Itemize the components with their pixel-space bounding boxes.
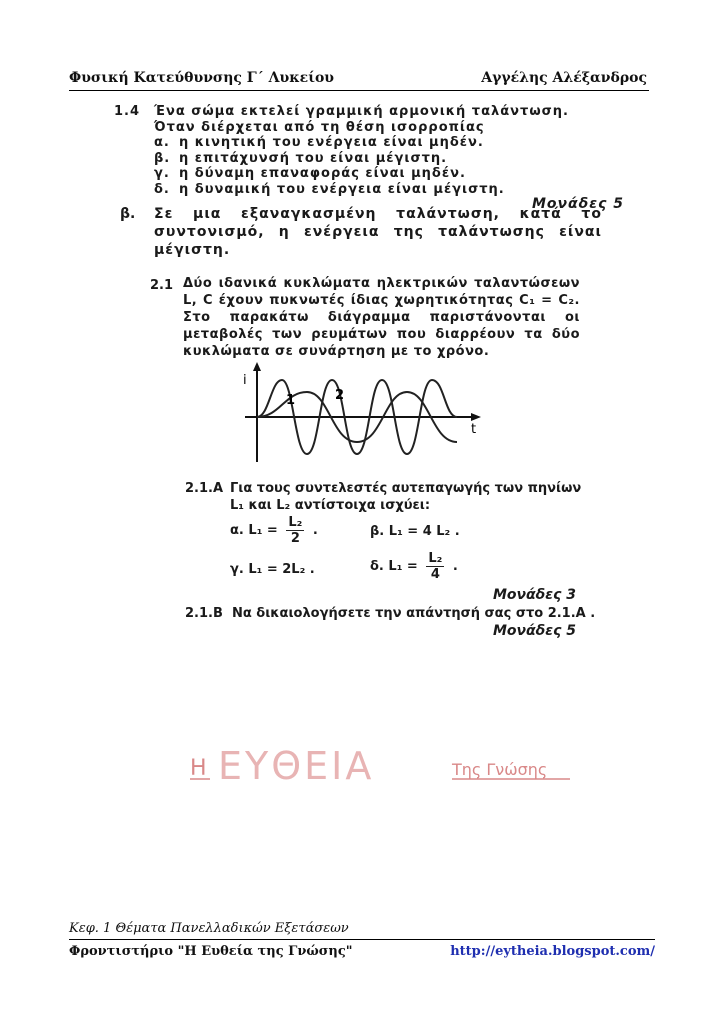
score-label: Μονάδες 3 [492,587,576,603]
logo-middle-text: ΕΥΘΕΙΑ [218,747,375,787]
question-text: Δύο ιδανικά κυκλώματα ηλεκτρικών ταλαντώσεων L, C έχουν πυκνωτές ίδιας χωρητικότητας C₁ = C₂. Στο παρακάτω διάγραμμα παριστάνονται οι μεταβολές των ρευμάτων που διαρρέουν τα δύο κυκλώματα σε συνάρτηση με το χρόνο. [183,276,580,359]
score-label: Μονάδες 5 [492,623,576,639]
curve-1-label: 1 [286,393,296,408]
header-right: Αγγέλης Αλέξανδρος [481,70,647,86]
question-1-4 [114,104,624,213]
footer-left: Φροντιστήριο "Η Ευθεία της Γνώσης" [69,944,353,959]
y-axis-label: i [243,373,247,388]
question-b [120,205,602,259]
eytheia-logo [190,747,570,787]
question-text: Ένα σώμα εκτελεί γραμμική αρμονική ταλάντωση. [154,104,569,119]
question-text: Σε μια εξαναγκασμένη ταλάντωση, κατά το συντονισμό, η ενέργεια της ταλάντωσης είναι μέγιστη. [154,206,602,258]
x-axis-arrow [471,413,481,421]
header-left: Φυσική Κατεύθυνσης Γ΄ Λυκείου [69,70,335,86]
option-a: α. L₁ = $\frac{\text{L₂}}{2}$ . [230,515,318,546]
footer-divider [69,939,655,940]
score-label: Μονάδες 5 [531,196,624,212]
option-c: γ. L₁ = 2L₂ . [230,562,315,577]
option-d: δ. η δυναμική του ενέργεια είναι μέγιστη. [154,181,505,197]
question-number: 2.1.Α [185,481,224,496]
curve-2-label: 2 [335,388,345,403]
option-c: γ. η δύναμη επαναφοράς είναι μηδέν. [154,166,466,181]
question-label: β. [120,206,136,222]
logo-left-text: Η [190,756,207,781]
logo-right-text: Της Γνώσης [452,760,548,779]
question-number: 2.1 [150,278,174,293]
x-axis-label: t [471,422,477,437]
current-time-graph [235,362,485,467]
question-2-1 [150,275,580,360]
question-text: Να δικαιολογήσετε την απάντησή σας στο 2.1.Α . [231,606,596,621]
question-number: 2.1.Β [185,606,223,621]
question-number: 1.4 [114,104,141,119]
option-d: δ. L₁ = $\frac{\text{L₂}}{4}$ . [370,551,458,582]
header-divider [69,90,649,91]
option-b: β. η επιτάχυνσή του είναι μέγιστη. [154,150,448,166]
option-a: α. η κινητική του ενέργεια είναι μηδέν. [154,135,484,150]
y-axis-arrow [253,362,261,371]
question-2-1-b [185,606,595,621]
footer-link[interactable]: http://eytheia.blogspot.com/ [450,944,655,959]
option-b: β. L₁ = 4 L₂ . [370,524,460,539]
footer-chapter: Κεφ. 1 Θέματα Πανελλαδικών Εξετάσεων [69,921,349,936]
question-text: Όταν διέρχεται από τη θέση ισορροπίας [154,119,485,135]
question-2-1-a [185,480,585,514]
question-text: Για τους συντελεστές αυτεπαγωγής των πηνίων L₁ και L₂ αντίστοιχα ισχύει: [230,481,582,513]
